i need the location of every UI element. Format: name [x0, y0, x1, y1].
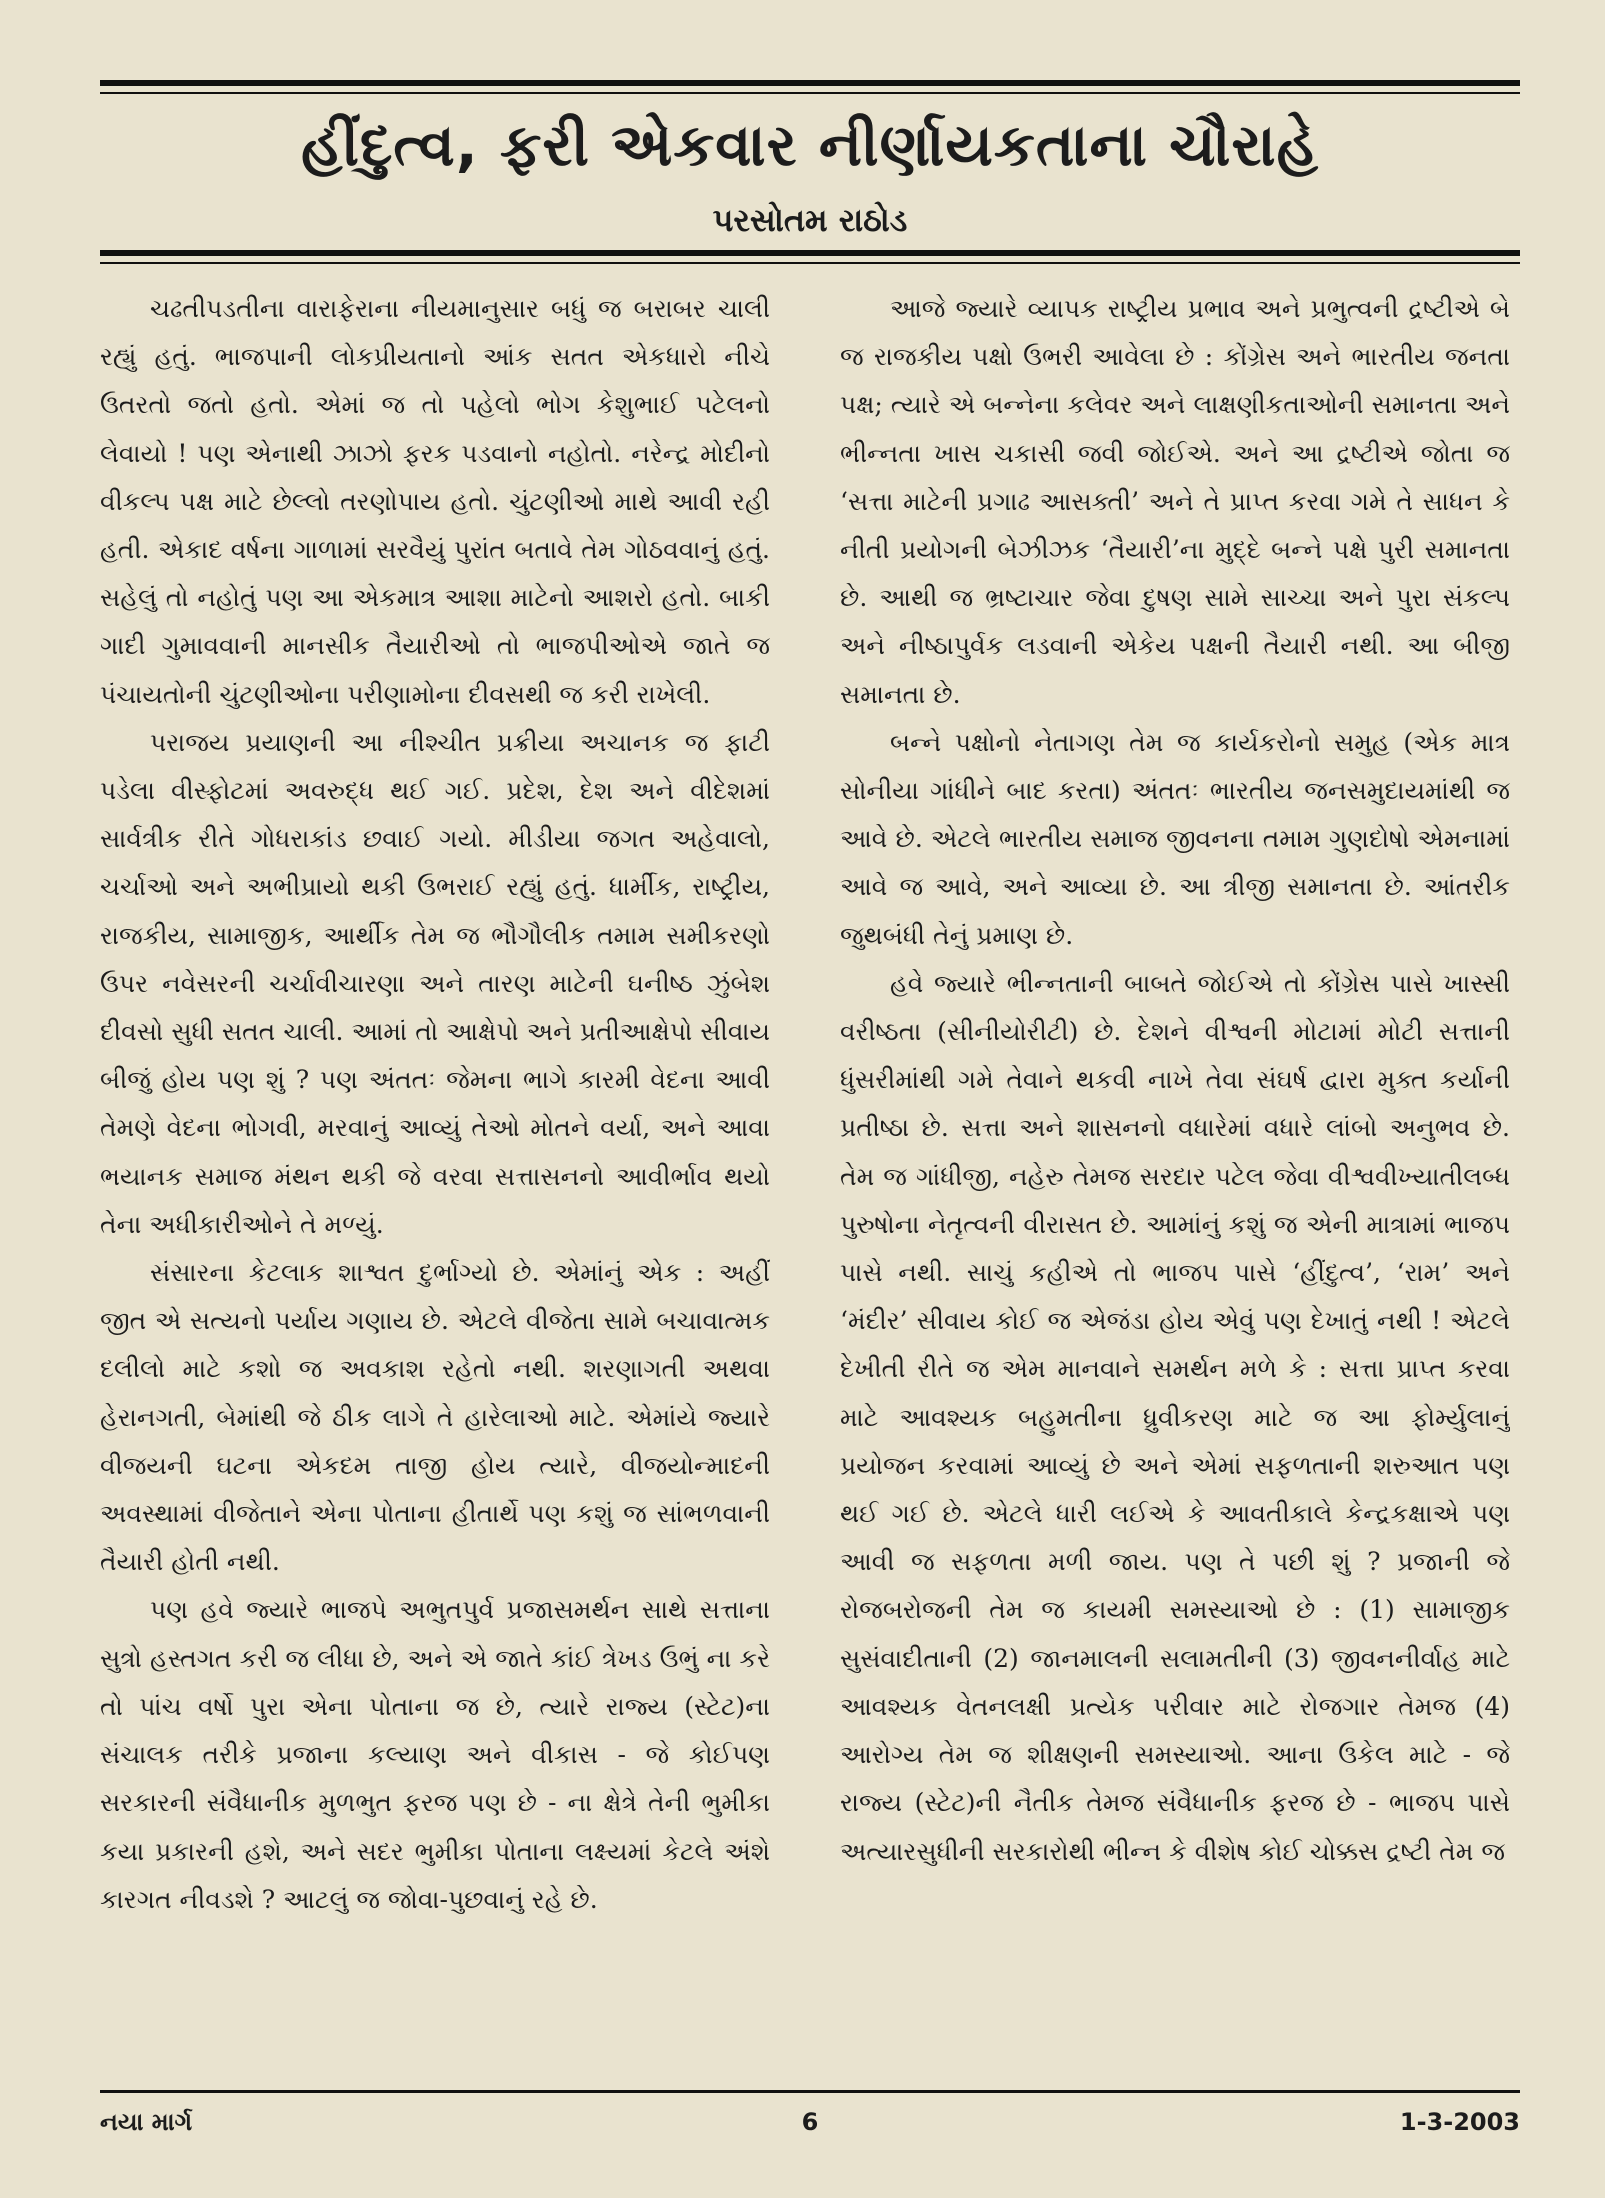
article-title: હીંદુત્વ, ફરી એકવાર નીર્ણાયકતાના ચૌરાહે [301, 111, 1319, 179]
article-author: પરસોતમ રાઠોડ [712, 201, 908, 239]
left-column [100, 285, 770, 2045]
paragraph: પરાજય પ્રયાણની આ નીશ્ચીત પ્રક્રીયા અચાનક જ ફાટી પડેલા વીસ્ફોટમાં અવરુદ્ધ થઈ ગઈ. પ્રદેશ, દેશ અને વીદેશમાં સાર્વત્રીક રીતે ગોધરાકાંડ છવાઈ ગયો. મીડીયા જગત અહેવાલો, ચર્ચાઓ અને અભીપ્રાયો થકી ઉભરાઈ રહ્યું હતું. ધાર્મીક, રાષ્ટ્રીય, રાજકીય, સામાજીક, આર્થીક તેમ જ ભૌગૌલીક તમામ સમીકરણો ઉપર નવેસરની ચર્ચાવીચારણા અને તારણ માટેની ઘનીષ્ઠ ઝુંબેશ દીવસો સુધી સતત ચાલી. આમાં તો આક્ષેપો અને પ્રતીઆક્ષેપો સીવાય બીજું હોય પણ શું ? પણ અંતતઃ જેમના ભાગે કારમી વેદના આવી તેમણે વેદના ભોગવી, મરવાનું આવ્યું તેઓ મોતને વર્યા, અને આવા ભયાનક સમાજ મંથન થકી જે વરવા સત્તાસનનો આવીર્ભાવ થયો તેના અધીકારીઓને તે મળ્યું. [100, 727, 770, 1239]
paragraph: સંસારના કેટલાક શાશ્વત દુર્ભાગ્યો છે. એમાંનું એક : અહીં જીત એ સત્યનો પર્યાય ગણાય છે. એટલે વીજેતા સામે બચાવાત્મક દલીલો માટે કશો જ અવકાશ રહેતો નથી. શરણાગતી અથવા હેરાનગતી, બેમાંથી જે ઠીક લાગે તે હારેલાઓ માટે. એમાંયે જ્યારે વીજયની ઘટના એકદમ તાજી હોય ત્યારે, વીજયોન્માદની અવસ્થામાં વીજેતાને એના પોતાના હીતાર્થે પણ કશું જ સાંભળવાની તૈયારી હોતી નથી. [100, 1258, 770, 1577]
top-rule-thick [100, 80, 1520, 86]
top-rule-thin [100, 92, 1520, 94]
page-number: 6 [801, 2108, 819, 2136]
header-rule-thick [100, 250, 1520, 256]
paragraph: હવે જ્યારે ભીન્નતાની બાબતે જોઈએ તો કોંગ્રેસ પાસે ખાસ્સી વરીષ્ઠતા (સીનીયોરીટી) છે. દેશને વીશ્વની મોટામાં મોટી સત્તાની ધુંસરીમાંથી ગમે તેવાને થકવી નાખે તેવા સંઘર્ષ દ્વારા મુક્ત કર્યાની પ્રતીષ્ઠા છે. સત્તા અને શાસનનો વધારેમાં વધારે લાંબો અનુભવ છે. તેમ જ ગાંધીજી, નહેરુ તેમજ સરદાર પટેલ જેવા વીશ્વવીખ્યાતીલબ્ધ પુરુષોના નેતૃત્વની વીરાસત છે. આમાંનું કશું જ એની માત્રામાં ભાજપ પાસે નથી. સાચું કહીએ તો ભાજપ પાસે ‘હીંદુત્વ’, ‘રામ’ અને ‘મંદીર’ સીવાય કોઈ જ એજંડા હોય એવું પણ દેખાતું નથી ! એટલે દેખીતી રીતે જ એમ માનવાને સમર્થન મળે કે : સત્તા પ્રાપ્ત કરવા માટે આવશ્યક બહુમતીના ધ્રુવીકરણ માટે જ આ ફોર્મ્યુલાનું પ્રયોજન કરવામાં આવ્યું છે અને એમાં સફળતાની શરુઆત પણ થઈ ગઈ છે. એટલે ધારી લઈએ કે આવતીકાલે કેન્દ્રકક્ષાએ પણ આવી જ સફળતા મળી જાય. પણ તે પછી શું ? પ્રજાની જે રોજબરોજની તેમ જ કાયમી સમસ્યાઓ છે : (1) સામાજીક સુસંવાદીતાની (2) જાનમાલની સલામતીની (3) જીવનનીર્વાહ માટે આવશ્યક વેતનલક્ષી પ્રત્યેક પરીવાર માટે રોજગાર તેમજ (4) આરોગ્ય તેમ જ શીક્ષણની સમસ્યાઓ. આના ઉકેલ માટે - જે રાજ્ય (સ્ટેટ)ની નૈતીક તેમજ સંવૈધાનીક ફરજ છે - ભાજપ પાસે અત્યારસુધીની સરકારોથી ભીન્ન કે વીશેષ કોઈ ચોક્કસ દ્રષ્ટી તેમ જ [840, 968, 1510, 1866]
paragraph: બન્ને પક્ષોનો નેતાગણ તેમ જ કાર્યકરોનો સમુહ (એક માત્ર સોનીયા ગાંધીને બાદ કરતા) અંતતઃ ભારતીય જનસમુદાયમાંથી જ આવે છે. એટલે ભારતીય સમાજ જીવનના તમામ ગુણદોષો એમનામાં આવે જ આવે, અને આવ્યા છે. આ ત્રીજી સમાનતા છે. આંતરીક જુથબંધી તેનું પ્રમાણ છે. [840, 727, 1510, 950]
paragraph: આજે જ્યારે વ્યાપક રાષ્ટ્રીય પ્રભાવ અને પ્રભુત્વની દ્રષ્ટીએ બે જ રાજકીય પક્ષો ઉભરી આવેલા છે : કોંગ્રેસ અને ભારતીય જનતા પક્ષ; ત્યારે એ બન્નેના કલેવર અને લાક્ષણીકતાઓની સમાનતા અને ભીન્નતા ખાસ ચકાસી જવી જોઈએ. અને આ દ્રષ્ટીએ જોતા જ ‘સત્તા માટેની પ્રગાઢ આસક્તી’ અને તે પ્રાપ્ત કરવા ગમે તે સાધન કે નીતી પ્રયોગની બેઝીઝક ‘તૈયારી’ના મુદ્દે બન્ને પક્ષે પુરી સમાનતા છે. આથી જ ભ્રષ્ટાચાર જેવા દુષણ સામે સાચ્ચા અને પુરા સંકલ્પ અને નીષ્ઠાપુર્વક લડવાની એકેય પક્ષની તૈયારી નથી. આ બીજી સમાનતા છે. [840, 294, 1510, 709]
paragraph: પણ હવે જ્યારે ભાજપે અભુતપુર્વ પ્રજાસમર્થન સાથે સત્તાના સુત્રો હસ્તગત કરી જ લીધા છે, અને એ જાતે કાંઈ ત્રેખડ ઉભું ના કરે તો પાંચ વર્ષો પુરા એના પોતાના જ છે, ત્યારે રાજ્ય (સ્ટેટ)ના સંચાલક તરીકે પ્રજાના કલ્યાણ અને વીકાસ - જે કોઈપણ સરકારની સંવૈધાનીક મુળભુત ફરજ પણ છે - ના ક્ષેત્રે તેની ભુમીકા કયા પ્રકારની હશે, અને સદર ભુમીકા પોતાના લક્ષ્યમાં કેટલે અંશે કારગત નીવડશે ? આટલું જ જોવા-પુછવાનું રહે છે. [100, 1595, 770, 1914]
publication-name: નયા માર્ગ [100, 2108, 193, 2136]
paragraph: ચઢતીપડતીના વારાફેરાના નીયમાનુસાર બધું જ બરાબર ચાલી રહ્યું હતું. ભાજપાની લોકપ્રીયતાનો આંક સતત એકધારો નીચે ઉતરતો જતો હતો. એમાં જ તો પહેલો ભોગ કેશુભાઈ પટેલનો લેવાયો ! પણ એનાથી ઝાઝો ફરક પડવાનો નહોતો. નરેન્દ્ર મોદીનો વીકલ્પ પક્ષ માટે છેલ્લો તરણોપાય હતો. ચુંટણીઓ માથે આવી રહી હતી. એકાદ વર્ષના ગાળામાં સરવૈયું પુરાંત બતાવે તેમ ગોઠવવાનું હતું. સહેલું તો નહોતું પણ આ એકમાત્ર આશા માટેનો આશરો હતો. બાકી ગાદી ગુમાવવાની માનસીક તૈયારીઓ તો ભાજપીઓએ જાતે જ પંચાયતોની ચુંટણીઓના પરીણામોના દીવસથી જ કરી રાખેલી. [100, 294, 770, 709]
right-column [840, 285, 1510, 2045]
header-rule-thin [100, 262, 1520, 264]
footer-rule [100, 2090, 1520, 2093]
issue-date: 1-3-2003 [1399, 2108, 1520, 2136]
